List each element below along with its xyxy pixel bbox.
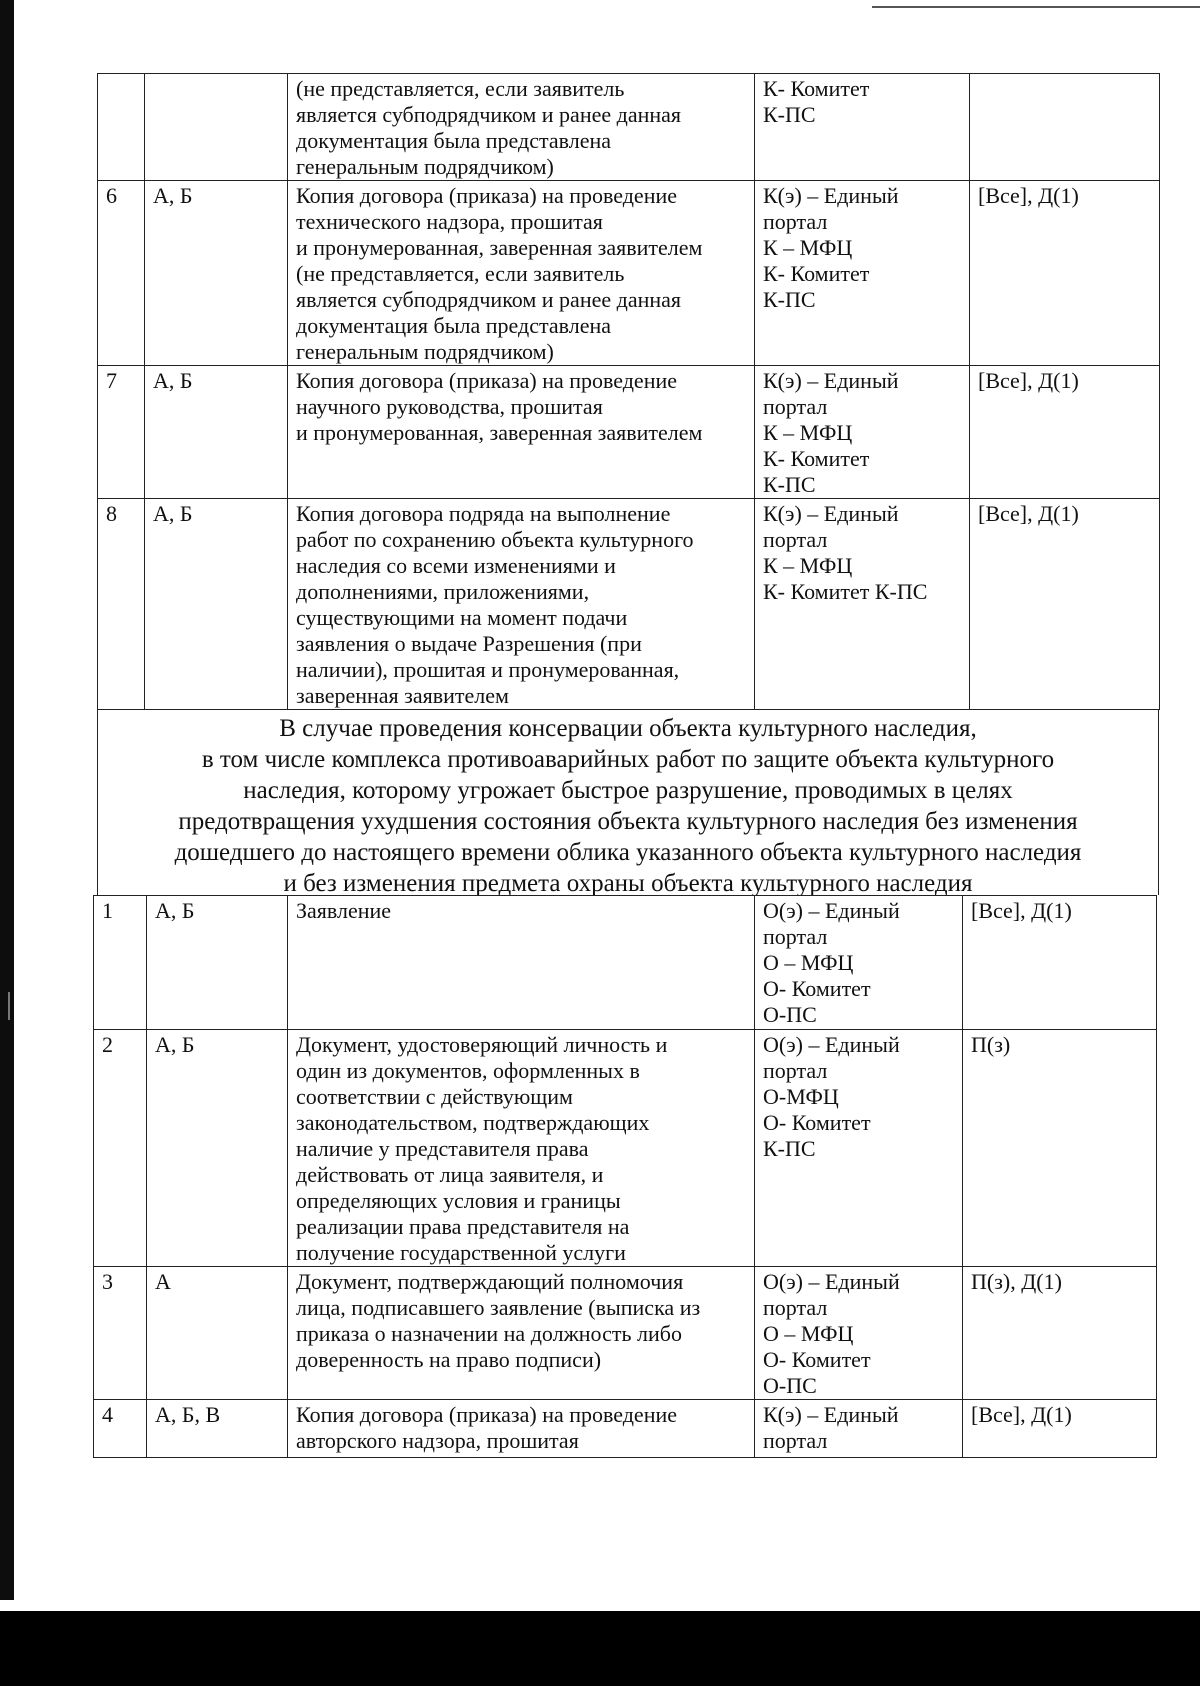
submission-form-line: К- Комитет (763, 446, 870, 471)
submission-form-line: К(э) – Единый (763, 501, 899, 526)
submission-form-line: К- Комитет К-ПС (763, 579, 928, 604)
submission-form-line: портал (763, 924, 828, 949)
document-name-line: Копия договора (приказа) на проведение (296, 183, 678, 208)
table-row (94, 1267, 1157, 1400)
submission-form-line: К-ПС (763, 472, 816, 497)
submission-form-line: К – МФЦ (763, 553, 853, 578)
document-name-line: Документ, подтверждающий полномочия (296, 1269, 684, 1294)
document-name-line: является субподрядчиком и ранее данная (296, 102, 682, 127)
document-name-line: заявления о выдаче Разрешения (при (296, 631, 642, 656)
submission-form-line: портал (763, 394, 828, 419)
row-number (98, 74, 145, 181)
submission-form (755, 1267, 963, 1400)
document-name-line: Копия договора подряда на выполнение (296, 501, 671, 526)
submission-form-line: О- Комитет (763, 1347, 871, 1372)
document-name (288, 896, 755, 1030)
document-name-line: (не представляется, если заявитель (296, 76, 625, 101)
submission-form-line: К(э) – Единый (763, 183, 899, 208)
table-row (98, 366, 1160, 499)
table-row (98, 499, 1160, 710)
document-name-line: является субподрядчиком и ранее данная (296, 287, 682, 312)
section-heading-line: и без изменения предмета охраны объекта культурного наследия (283, 870, 973, 895)
table-row (94, 896, 1157, 1030)
document-name (288, 1267, 755, 1400)
document-name (288, 1030, 755, 1267)
submission-form-line: О-ПС (763, 1373, 817, 1398)
submission-form-line: О(э) – Единый (763, 1269, 900, 1294)
conservation-section-heading (97, 709, 1159, 895)
submission-form-line: О- Комитет (763, 976, 871, 1001)
document-name-line: наследия со всеми изменениями и (296, 553, 616, 578)
submission-form-line: К(э) – Единый (763, 1402, 899, 1427)
submission-form-line: портал (763, 209, 828, 234)
submission-form-line: портал (763, 527, 828, 552)
row-number: 8 (98, 499, 145, 710)
submission-form-line: К- Комитет (763, 76, 870, 101)
applicant-categories: А, Б (147, 896, 288, 1030)
document-name-line: Документ, удостоверяющий личность и (296, 1032, 668, 1057)
table-row (94, 1030, 1157, 1267)
scan-bottom-border (0, 1611, 1200, 1686)
document-name-line: наличие у представителя права (296, 1136, 589, 1161)
submission-form-line: К – МФЦ (763, 420, 853, 445)
table-row (98, 181, 1160, 366)
document-name-line: дополнениями, приложениями, (296, 579, 590, 604)
document-name-line: соответствии с действующим (296, 1084, 573, 1109)
document-name-line: (не представляется, если заявитель (296, 261, 625, 286)
submission-form-line: О(э) – Единый (763, 898, 900, 923)
document-name-line: определяющих условия и границы (296, 1188, 621, 1213)
conservation-documents-table-body (94, 896, 1157, 1458)
requirement-note: [Все], Д(1) (963, 1400, 1157, 1458)
document-name-line: технического надзора, прошитая (296, 209, 603, 234)
submission-form-line: портал (763, 1058, 828, 1083)
row-number: 6 (98, 181, 145, 366)
scan-left-border (0, 0, 14, 1600)
requirement-note (970, 74, 1160, 181)
submission-form (755, 896, 963, 1030)
section-heading-line: наследия, которому угрожает быстрое разрушение, проводимых в целях (243, 777, 1013, 804)
submission-form (755, 74, 970, 181)
requirement-note: [Все], Д(1) (970, 499, 1160, 710)
submission-form (755, 181, 970, 366)
submission-form-line: К – МФЦ (763, 235, 853, 260)
row-number: 2 (94, 1030, 147, 1267)
document-name-line: документация была представлена (296, 128, 612, 153)
document-name-line: и пронумерованная, заверенная заявителем (296, 235, 703, 260)
document-name-line: существующими на момент подачи (296, 605, 628, 630)
submission-form (755, 1030, 963, 1267)
requirement-note: П(з), Д(1) (963, 1267, 1157, 1400)
conservation-documents-table (93, 895, 1157, 1458)
document-name (288, 499, 755, 710)
section-heading-line: в том числе комплекса противоаварийных работ по защите объекта культурного (201, 746, 1055, 773)
submission-form (755, 1400, 963, 1458)
row-number: 3 (94, 1267, 147, 1400)
document-name (288, 1400, 755, 1458)
submission-form-line: К-ПС (763, 102, 816, 127)
applicant-categories: А, Б (145, 181, 288, 366)
requirement-note: [Все], Д(1) (970, 366, 1160, 499)
documents-table-continued-body (98, 74, 1160, 710)
row-number: 4 (94, 1400, 147, 1458)
document-name-line: один из документов, оформленных в (296, 1058, 640, 1083)
section-heading-line: предотвращения ухудшения состояния объекта культурного наследия без изменения (178, 808, 1078, 835)
document-name-line: документация была представлена (296, 313, 612, 338)
document-name-line: Копия договора (приказа) на проведение (296, 1402, 678, 1427)
document-name-line: Копия договора (приказа) на проведение (296, 368, 678, 393)
document-name-line: научного руководства, прошитая (296, 394, 603, 419)
documents-table-continued (97, 73, 1160, 710)
requirement-note: П(з) (963, 1030, 1157, 1267)
applicant-categories: А, Б, В (147, 1400, 288, 1458)
document-name-line: действовать от лица заявителя, и (296, 1162, 604, 1187)
document-name-line: авторского надзора, прошитая (296, 1428, 579, 1453)
applicant-categories: А (147, 1267, 288, 1400)
document-name-line: генеральным подрядчиком) (296, 154, 554, 179)
requirement-note: [Все], Д(1) (970, 181, 1160, 366)
document-name-line: работ по сохранению объекта культурного (296, 527, 694, 552)
applicant-categories: А, Б (147, 1030, 288, 1267)
submission-form-line: О-ПС (763, 1002, 817, 1027)
document-name-line: и пронумерованная, заверенная заявителем (296, 420, 703, 445)
submission-form-line: О – МФЦ (763, 1321, 854, 1346)
document-name-line: реализации права представителя на (296, 1214, 630, 1239)
document-name-line: генеральным подрядчиком) (296, 339, 554, 364)
submission-form-line: О- Комитет (763, 1110, 871, 1135)
row-number: 1 (94, 896, 147, 1030)
submission-form-line: О – МФЦ (763, 950, 854, 975)
table-row (98, 74, 1160, 181)
submission-form-line: К(э) – Единый (763, 368, 899, 393)
submission-form-line: портал (763, 1295, 828, 1320)
document-name (288, 181, 755, 366)
row-number: 7 (98, 366, 145, 499)
submission-form-line: К- Комитет (763, 261, 870, 286)
scan-margin-mark (8, 992, 10, 1020)
document-name-line: получение государственной услуги (296, 1240, 626, 1265)
requirement-note: [Все], Д(1) (963, 896, 1157, 1030)
submission-form-line: портал (763, 1428, 828, 1453)
table-row (94, 1400, 1157, 1458)
scan-top-edge-line (872, 6, 1200, 8)
submission-form (755, 499, 970, 710)
section-heading-line: дошедшего до настоящего времени облика указанного объекта культурного наследия (174, 839, 1082, 866)
section-heading-line: В случае проведения консервации объекта культурного наследия, (279, 715, 977, 742)
applicant-categories: А, Б (145, 366, 288, 499)
submission-form-line: О-МФЦ (763, 1084, 839, 1109)
submission-form (755, 366, 970, 499)
submission-form-line: О(э) – Единый (763, 1032, 900, 1057)
document-name-line: приказа о назначении на должность либо (296, 1321, 682, 1346)
document-name-line: законодательством, подтверждающих (296, 1110, 650, 1135)
document-name (288, 366, 755, 499)
submission-form-line: К-ПС (763, 1136, 816, 1161)
document-name-line: Заявление (296, 898, 392, 923)
document-name (288, 74, 755, 181)
document-name-line: заверенная заявителем (296, 683, 509, 708)
applicant-categories: А, Б (145, 499, 288, 710)
document-name-line: наличии), прошитая и пронумерованная, (296, 657, 680, 682)
document-name-line: доверенность на право подписи) (296, 1347, 602, 1372)
document-name-line: лица, подписавшего заявление (выписка из (296, 1295, 701, 1320)
submission-form-line: К-ПС (763, 287, 816, 312)
applicant-categories (145, 74, 288, 181)
